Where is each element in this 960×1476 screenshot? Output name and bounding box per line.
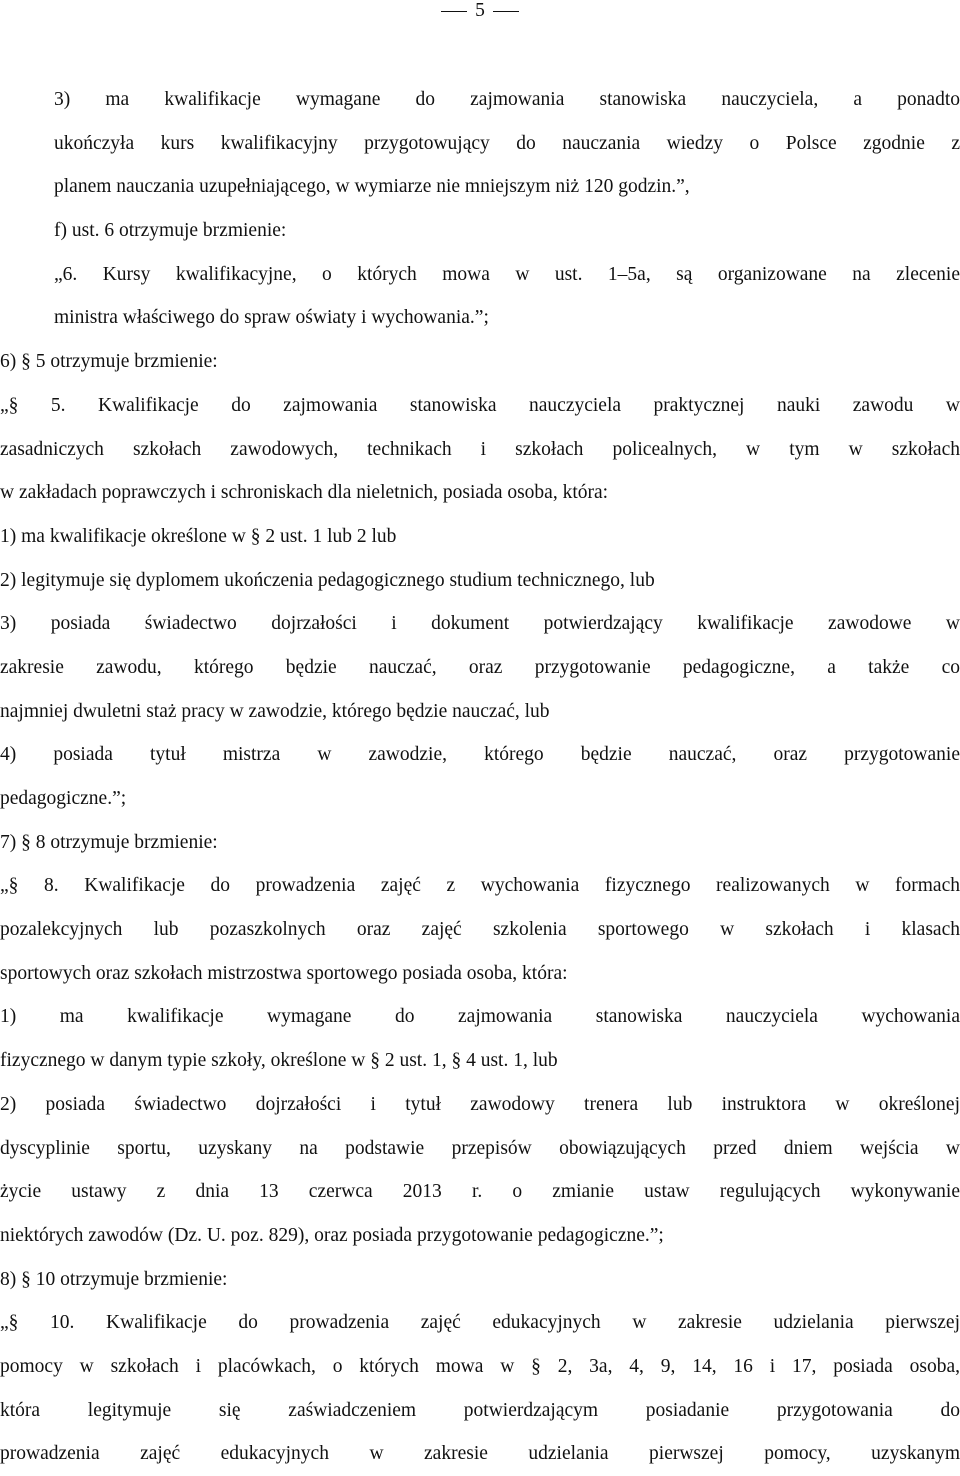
text-line: 2) legitymuje się dyplomem ukończenia pedagogicznego studium technicznego, lub <box>0 569 655 591</box>
text-line: „6. Kursy kwalifikacyjne, o których mowa w ust. 1–5a, są organizowane na zlecenie <box>54 263 960 285</box>
text-line: 7) § 8 otrzymuje brzmienie: <box>0 831 218 853</box>
page-number-left-dash <box>441 11 467 12</box>
text-line: 3) ma kwalifikacje wymagane do zajmowania stanowiska nauczyciela, a ponadto <box>54 89 960 110</box>
page-number <box>0 0 960 22</box>
text-line: 1) ma kwalifikacje wymagane do zajmowania stanowiska nauczyciela wychowania <box>0 1006 960 1028</box>
text-line: 8) § 10 otrzymuje brzmienie: <box>0 1268 228 1290</box>
text-line: zakresie zawodu, którego będzie nauczać, oraz przygotowanie pedagogiczne, a także co <box>0 656 960 678</box>
text-line: w zakładach poprawczych i schroniskach dla nieletnich, posiada osoba, która: <box>0 482 609 504</box>
text-line: „§ 5. Kwalifikacje do zajmowania stanowiska nauczyciela praktycznej nauki zawodu w <box>0 394 960 416</box>
text-line: pedagogiczne.”; <box>0 788 127 809</box>
text-line: fizycznego w danym typie szkoły, określone w § 2 ust. 1, § 4 ust. 1, lub <box>0 1050 558 1072</box>
text-line: ministra właściwego do spraw oświaty i wychowania.”; <box>54 307 489 329</box>
text-line: sportowych oraz szkołach mistrzostwa sportowego posiada osoba, która: <box>0 962 568 984</box>
text-line: f) ust. 6 otrzymuje brzmienie: <box>54 220 287 242</box>
text-line: prowadzenia zajęć edukacyjnych w zakresie udzielania pierwszej pomocy, uzyskanym <box>0 1443 960 1465</box>
text-line: „§ 10. Kwalifikacje do prowadzenia zajęć edukacyjnych w zakresie udzielania pierwszej <box>0 1312 960 1334</box>
text-line: która legitymuje się zaświadczeniem potwierdzającym posiadanie przygotowania do <box>0 1399 960 1421</box>
text-line: życie ustawy z dnia 13 czerwca 2013 r. o zmianie ustaw regulujących wykonywanie <box>0 1181 960 1203</box>
text-line: 2) posiada świadectwo dojrzałości i tytuł zawodowy trenera lub instruktora w określonej <box>0 1093 960 1115</box>
text-line: pozalekcyjnych lub pozaszkolnych oraz zajęć szkolenia sportowego w szkołach i klasach <box>0 919 960 941</box>
document-body <box>0 78 960 1476</box>
text-line: 1) ma kwalifikacje określone w § 2 ust. 1 lub 2 lub <box>0 525 397 547</box>
text-line: 3) posiada świadectwo dojrzałości i dokument potwierdzający kwalifikacje zawodowe w <box>0 613 960 635</box>
text-line: 6) § 5 otrzymuje brzmienie: <box>0 351 218 373</box>
page-number-right-dash <box>493 11 519 12</box>
text-line: planem nauczania uzupełniającego, w wymiarze nie mniejszym niż 120 godzin.”, <box>54 176 690 198</box>
text-line: najmniej dwuletni staż pracy w zawodzie, którego będzie nauczać, lub <box>0 700 550 722</box>
text-line: ukończyła kurs kwalifikacyjny przygotowujący do nauczania wiedzy o Polsce zgodnie z <box>54 132 960 154</box>
text-line: pomocy w szkołach i placówkach, o których mowa w § 2, 3a, 4, 9, 14, 16 i 17, posiada osoba, <box>0 1355 960 1377</box>
text-line: 4) posiada tytuł mistrza w zawodzie, którego będzie nauczać, oraz przygotowanie <box>0 744 960 766</box>
text-line: „§ 8. Kwalifikacje do prowadzenia zajęć z wychowania fizycznego realizowanych w formach <box>0 875 960 897</box>
page-number-value: 5 <box>475 0 485 21</box>
text-line: zasadniczych szkołach zawodowych, technikach i szkołach policealnych, w tym w szkołach <box>0 438 960 460</box>
text-line: niektórych zawodów (Dz. U. poz. 829), oraz posiada przygotowanie pedagogiczne.”; <box>0 1224 664 1246</box>
text-line: dyscyplinie sportu, uzyskany na podstawie przepisów obowiązujących przed dniem wejścia w <box>0 1137 960 1159</box>
